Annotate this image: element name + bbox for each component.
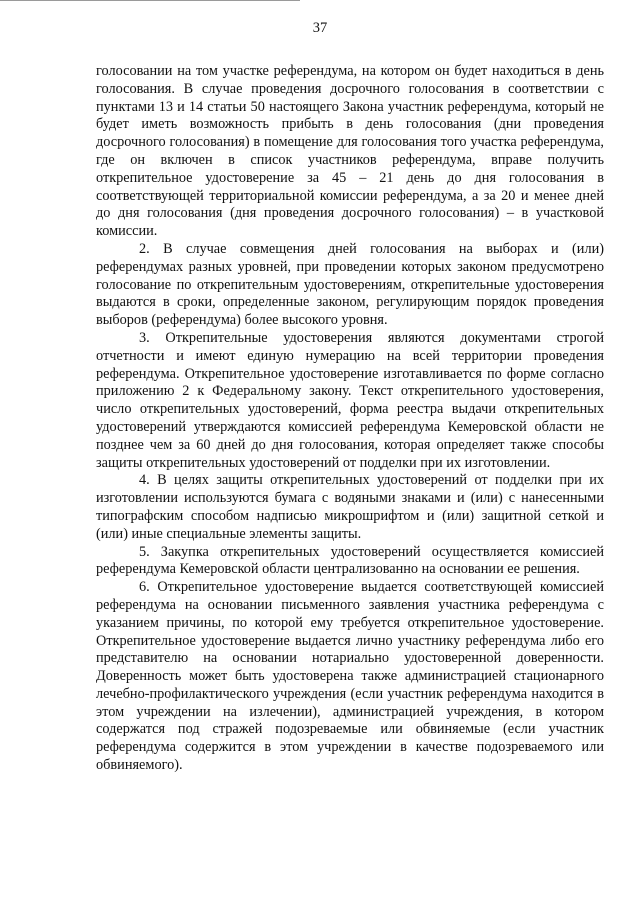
paragraph-item-3: 3. Открепительные удостоверения являются документами строгой отчетности и имеют единую нумерацию на всей территории проведения референдума. Открепительное удостоверение изготавливается по форме согласно приложению 2 к Федеральному закону. Текст открепительного удостоверения, число открепительных удостоверений, форма реестра выдачи открепительных удостоверений утверждаются комиссией референдума Кемеровской области не позднее чем за 60 дней до дня голосования, которая определяет также способы защиты открепительных удостоверений от подделки при их изготовлении.	[96, 329, 604, 471]
paragraph-item-6: 6. Открепительное удостоверение выдается соответствующей комиссией референдума на основании письменного заявления участника референдума с указанием причины, по которой ему требуется открепительное удостоверение. Открепительное удостоверение выдается лично участнику референдума либо его представителю на основании нотариально удостоверенной доверенности. Доверенность может быть удостоверена также администрацией стационарного лечебно-профилактического учреждения (если участник референдума находится в этом учреждении на излечении), администрацией учреждения, в котором содержатся под стражей подозреваемые или обвиняемые (если участник референдума содержится в этом учреждении в качестве подозреваемого или обвиняемого).	[96, 579, 604, 774]
paragraph-item-5: 5. Закупка открепительных удостоверений осуществляется комиссией референдума Кемеровской области централизованно на основании ее решения.	[96, 543, 604, 578]
document-body	[96, 63, 604, 775]
top-rule	[0, 0, 300, 1]
page-number: 37	[312, 20, 328, 36]
paragraph-item-2: 2. В случае совмещения дней голосования на выборах и (или) референдумах разных уровней, при проведении которых законом предусмотрено голосование по открепительным удостоверениям, открепительные удостоверения выдаются в сроки, определенные законом, регулирующим порядок проведения выборов (референдума) более высокого уровня.	[96, 240, 604, 329]
paragraph-continuation: голосовании на том участке референдума, на котором он будет находиться в день голосования. В случае проведения досрочного голосования в соответствии с пунктами 13 и 14 статьи 50 настоящего Закона участник референдума, который не будет иметь возможность прибыть в день голосования (дни проведения досрочного голосования) в помещение для голосования того участка референдума, где он включен в список участников референдума, вправе получить открепительное удостоверение за 45 – 21 день до дня голосования в соответствующей территориальной комиссии референдума, а за 20 и менее дней до дня голосования (дня проведения досрочного голосования) – в участковой комиссии.	[96, 63, 604, 240]
paragraph-item-4: 4. В целях защиты открепительных удостоверений от подделки при их изготовлении используются бумага с водяными знаками и (или) с нанесенными типографским способом надписью микрошрифтом и (или) защитной сеткой и (или) иные специальные элементы защиты.	[96, 472, 604, 542]
